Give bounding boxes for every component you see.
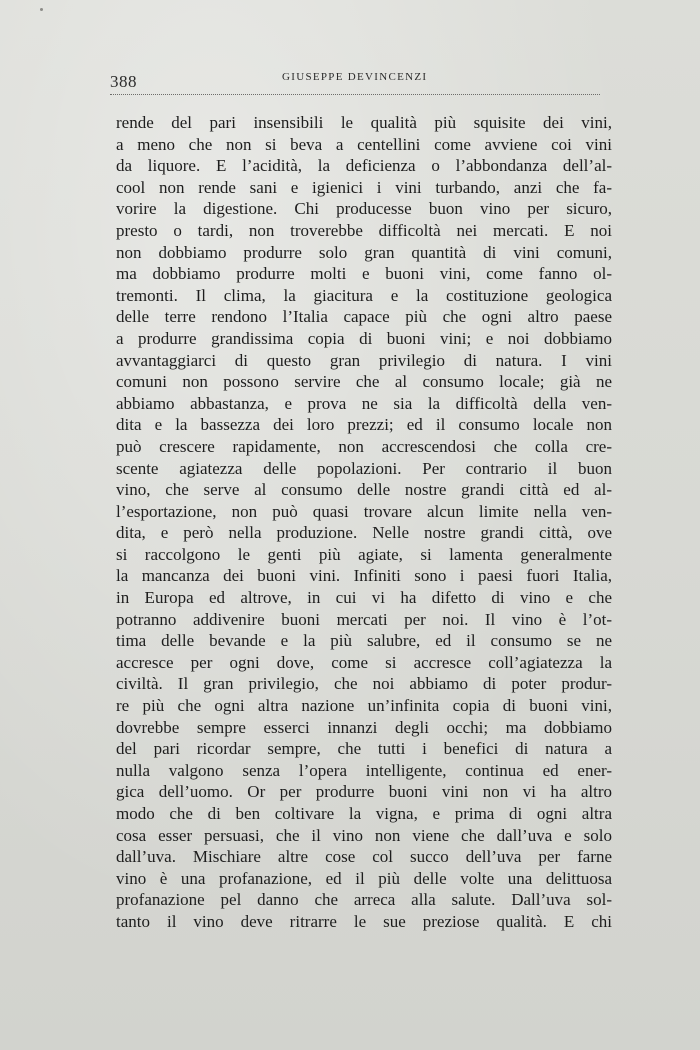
- text-line: re più che ogni altra nazione un’infinita copia di buoni vini,: [116, 696, 612, 716]
- text-line: abbiamo abbastanza, e prova ne sia la difficoltà della ven-: [116, 393, 612, 413]
- text-line: cosa esser persuasi, che il vino non viene che dall’uva e solo: [116, 825, 612, 845]
- text-line: vino è una profanazione, ed il più delle volte una delittuosa: [116, 868, 612, 888]
- text-line: si raccolgono le genti più agiate, si lamenta generalmente: [116, 544, 612, 564]
- text-line: tima delle bevande e la più salubre, ed il consumo se ne: [116, 631, 612, 651]
- text-line: accresce per ogni dove, come si accresce coll’agiatezza la: [116, 652, 612, 672]
- text-line: vorire la digestione. Chi producesse buon vino per sicuro,: [116, 199, 612, 219]
- text-line: rende del pari insensibili le qualità più squisite dei vini,: [116, 113, 612, 132]
- text-line: dall’uva. Mischiare altre cose col succo dell’uva per farne: [116, 847, 612, 867]
- text-line: tanto il vino deve ritrarre le sue preziose qualità. E chi: [116, 911, 612, 931]
- text-line: potranno addivenire buoni mercati per noi. Il vino è l’ot-: [116, 609, 612, 629]
- text-line: dita e la bassezza dei loro prezzi; ed il consumo locale non: [116, 415, 612, 435]
- text-line: dita, e però nella produzione. Nelle nostre grandi città, ove: [116, 523, 612, 543]
- page-header: [110, 68, 600, 96]
- header-rule: [110, 94, 600, 95]
- text-line: del pari ricordar sempre, che tutti i benefici di natura a: [116, 739, 612, 759]
- text-line: a produrre grandissima copia di buoni vini; e noi dobbiamo: [116, 328, 612, 348]
- text-line: scente agiatezza delle popolazioni. Per contrario il buon: [116, 458, 612, 478]
- text-line: può crescere rapidamente, non accrescendosi che colla cre-: [116, 436, 612, 456]
- text-line: gica dell’uomo. Or per produrre buoni vini non vi ha altro: [116, 782, 612, 802]
- body-text: [116, 112, 612, 933]
- text-line: cool non rende sani e igienici i vini turbando, anzi che fa-: [116, 177, 612, 197]
- text-line: la mancanza dei buoni vini. Infiniti sono i paesi fuori Italia,: [116, 566, 612, 586]
- text-line: presto o tardi, non troverebbe difficoltà nei mercati. E noi: [116, 220, 612, 240]
- text-line: avvantaggiarci di questo gran privilegio di natura. I vini: [116, 350, 612, 370]
- text-line: modo che di ben coltivare la vigna, e prima di ogni altra: [116, 804, 612, 823]
- text-line: ma dobbiamo produrre molti e buoni vini, come fanno ol-: [116, 264, 612, 284]
- text-line: nulla valgono senza l’opera intelligente, continua ed ener-: [116, 760, 612, 780]
- text-line: civiltà. Il gran privilegio, che noi abbiamo di poter produr-: [116, 674, 612, 694]
- page-number: 388: [110, 72, 137, 91]
- text-line: comuni non possono servire che al consumo locale; già ne: [116, 372, 612, 392]
- text-line: tremonti. Il clima, la giacitura e la costituzione geologica: [116, 285, 612, 305]
- text-line: vino, che serve al consumo delle nostre grandi città ed al-: [116, 480, 612, 500]
- text-line: dovrebbe sempre esserci innanzi degli occhi; ma dobbiamo: [116, 717, 612, 737]
- text-line: a meno che non si beva a centellini come avviene coi vini: [116, 134, 612, 154]
- text-line: l’esportazione, non può quasi trovare alcun limite nella ven-: [116, 501, 612, 521]
- running-title: GIUSEPPE DEVINCENZI: [282, 71, 428, 83]
- text-line: delle terre rendono l’Italia capace più che ogni altro paese: [116, 307, 612, 327]
- text-line: non dobbiamo produrre solo gran quantità di vini comuni,: [116, 242, 612, 262]
- page-speck: [40, 8, 43, 11]
- text-line: in Europa ed altrove, in cui vi ha difetto di vino e che: [116, 588, 612, 608]
- text-line: profanazione pel danno che arreca alla salute. Dall’uva sol-: [116, 890, 612, 910]
- text-line: da liquore. E l’acidità, la deficienza o l’abbondanza dell’al-: [116, 156, 612, 176]
